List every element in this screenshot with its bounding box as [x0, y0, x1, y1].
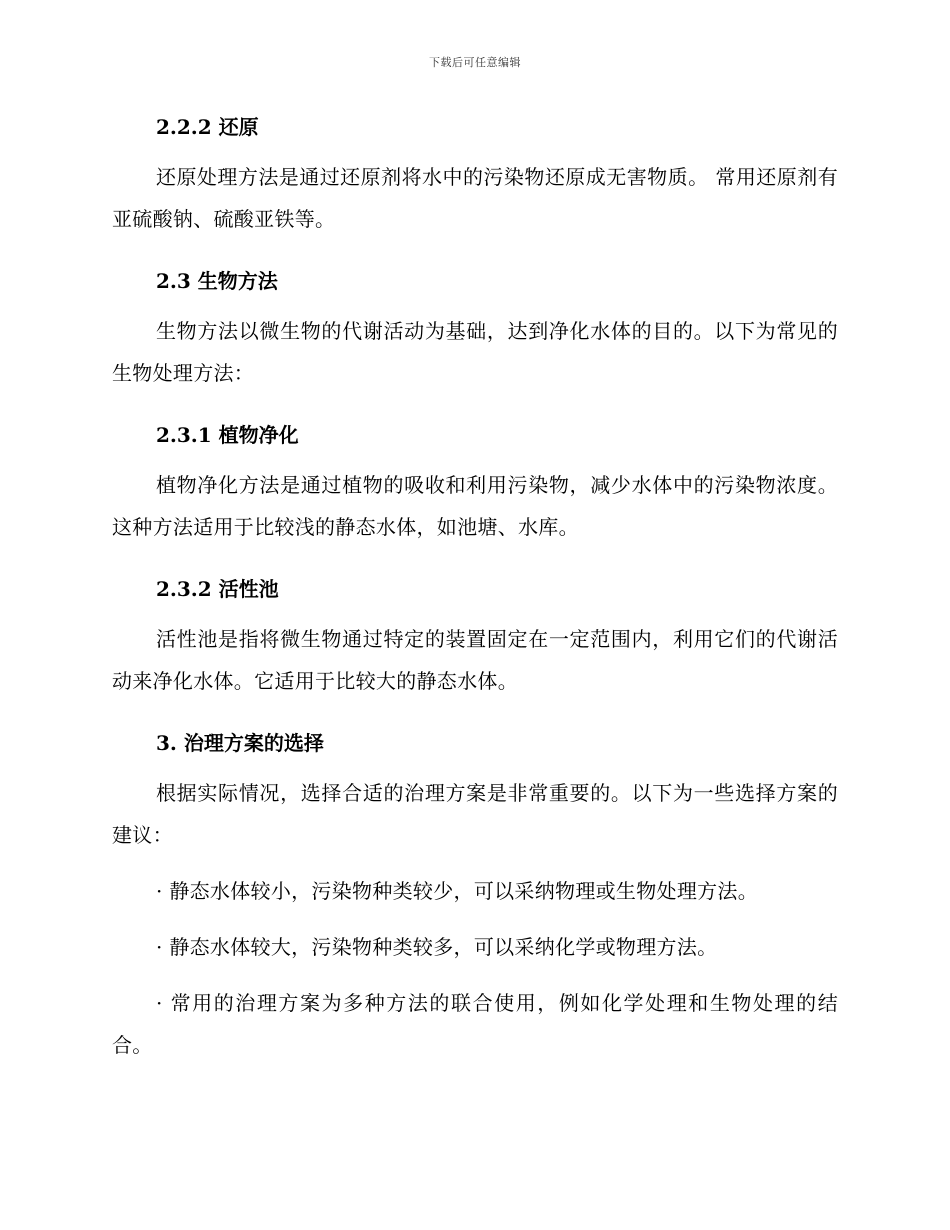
bullet-item-combined-methods: · 常用的治理方案为多种方法的联合使用，例如化学处理和生物处理的结合。: [112, 991, 838, 1057]
section-heading-2-2-2: 2.2.2 还原: [156, 115, 259, 139]
section-heading-2-3-2: 2.3.2 活性池: [156, 577, 279, 601]
section-heading-2-3-1: 2.3.1 植物净化: [156, 423, 299, 447]
bullet-item-small-water: · 静态水体较小，污染物种类较少，可以采纳物理或生物处理方法。: [156, 879, 759, 903]
paragraph-plant-purification: 植物净化方法是通过植物的吸收和利用污染物，减少水体中的污染物浓度。这种方法适用于比较浅的静态水体，如池塘、水库。: [112, 473, 838, 539]
page-header: 下载后可任意编辑: [429, 56, 521, 69]
paragraph-biological-methods: 生物方法以微生物的代谢活动为基础，达到净化水体的目的。以下为常见的生物处理方法：: [112, 319, 838, 385]
paragraph-plan-selection: 根据实际情况，选择合适的治理方案是非常重要的。以下为一些选择方案的建议：: [112, 781, 838, 847]
bullet-item-large-water: · 静态水体较大，污染物种类较多，可以采纳化学或物理方法。: [156, 935, 718, 959]
section-heading-2-3: 2.3 生物方法: [156, 269, 278, 293]
paragraph-reduction: 还原处理方法是通过还原剂将水中的污染物还原成无害物质。 常用还原剂有亚硫酸钠、硫酸亚铁等。: [112, 165, 838, 231]
document-body: [112, 112, 838, 1066]
section-heading-3: 3. 治理方案的选择: [156, 731, 324, 755]
paragraph-active-pool: 活性池是指将微生物通过特定的装置固定在一定范围内，利用它们的代谢活动来净化水体。它适用于比较大的静态水体。: [112, 627, 838, 693]
